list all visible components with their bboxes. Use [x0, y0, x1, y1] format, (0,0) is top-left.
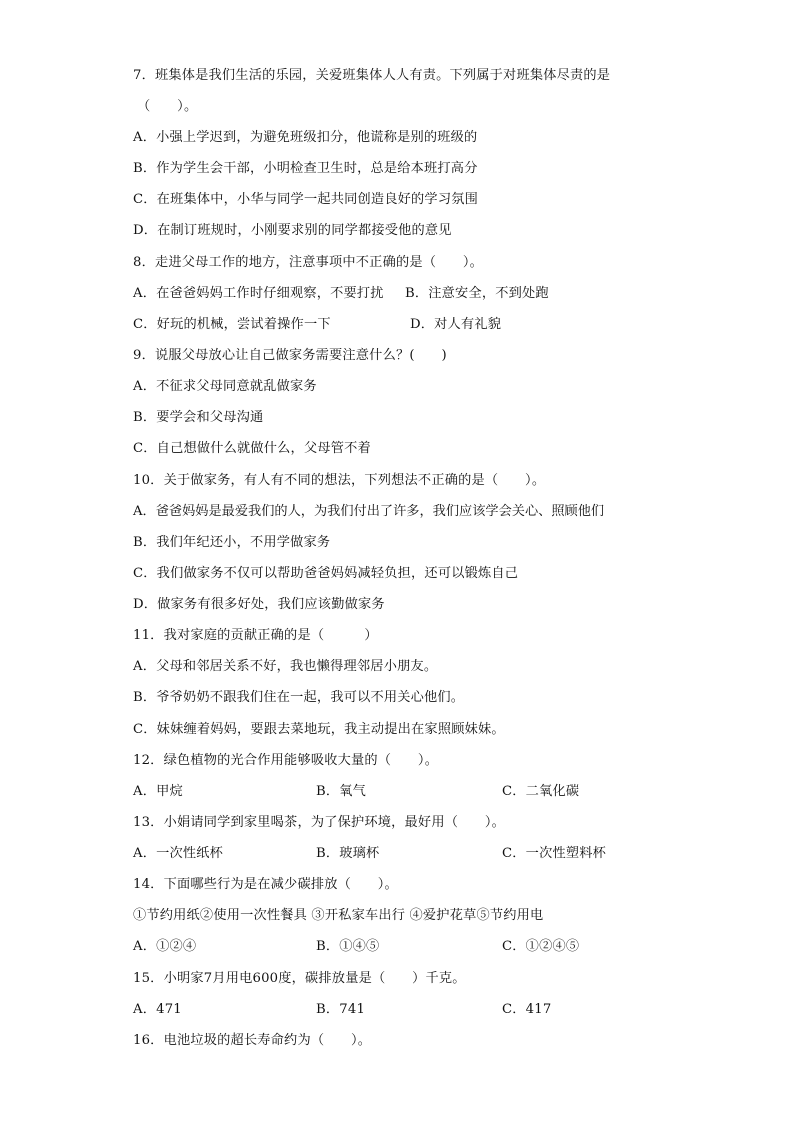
question-11-stem: 11．我对家庭的贡献正确的是（ ） — [133, 628, 378, 643]
question-14-option-c: C．①②④⑤ — [502, 939, 580, 954]
question-8-stem: 8．走进父母工作的地方，注意事项中不正确的是（ ）。 — [133, 255, 484, 270]
question-9-option-b: B．要学会和父母沟通 — [133, 410, 264, 425]
question-8-option-c: C．好玩的机械，尝试着操作一下 — [133, 317, 331, 332]
question-13-option-c: C．一次性塑料杯 — [502, 846, 607, 861]
question-11-option-c: C．妹妹缠着妈妈，要跟去菜地玩，我主动提出在家照顾妹妹。 — [133, 722, 505, 737]
question-7-option-b: B．作为学生会干部，小明检查卫生时，总是给本班打高分 — [133, 161, 478, 176]
question-10-option-a: A．爸爸妈妈是最爱我们的人，为我们付出了许多，我们应该学会关心、照顾他们 — [133, 504, 605, 519]
question-12-option-a: A．甲烷 — [133, 784, 183, 799]
question-12-option-b: B．氧气 — [316, 784, 367, 799]
question-14-options — [133, 938, 693, 956]
question-15-option-b: B．741 — [316, 1002, 366, 1017]
question-13-options — [133, 845, 693, 863]
question-15-option-a: A．471 — [133, 1002, 182, 1017]
question-7-option-a: A．小强上学迟到，为避免班级扣分，他谎称是别的班级的 — [133, 130, 478, 145]
question-15-stem: 15．小明家7月用电600度，碳排放量是（ ）千克。 — [133, 971, 466, 986]
question-14-stem: 14．下面哪些行为是在减少碳排放（ ）。 — [133, 877, 398, 892]
question-15-options — [133, 1001, 693, 1019]
question-13-stem: 13．小娟请同学到家里喝茶，为了保护环境，最好用（ ）。 — [133, 815, 506, 830]
question-8-option-d: D．对人有礼貌 — [410, 317, 502, 332]
question-11-option-a: A．父母和邻居关系不好，我也懒得理邻居小朋友。 — [133, 659, 438, 674]
question-8-row-1 — [133, 285, 693, 303]
question-12-options — [133, 783, 693, 801]
question-13-option-b: B．玻璃杯 — [316, 846, 380, 861]
question-9-stem: 9．说服父母放心让自己做家务需要注意什么？( ) — [133, 348, 447, 363]
question-10-stem: 10．关于做家务，有人有不同的想法，下列想法不正确的是（ ）。 — [133, 473, 546, 488]
question-13-option-a: A．一次性纸杯 — [133, 846, 224, 861]
question-10-option-b: B．我们年纪还小，不用学做家务 — [133, 535, 331, 550]
question-12-option-c: C．二氧化碳 — [502, 784, 580, 799]
question-7-stem: 7．班集体是我们生活的乐园，关爱班集体人人有责。下列属于对班集体尽责的是 — [133, 68, 611, 83]
question-15-option-c: C．417 — [502, 1002, 552, 1017]
question-8-option-a: A．在爸爸妈妈工作时仔细观察，不要打扰 — [133, 286, 384, 301]
question-10-option-d: D．做家务有很多好处，我们应该勤做家务 — [133, 597, 385, 612]
question-16-stem: 16．电池垃圾的超长寿命约为（ ）。 — [133, 1033, 372, 1048]
question-12-stem: 12．绿色植物的光合作用能够吸收大量的（ ）。 — [133, 753, 439, 768]
question-8-row-2 — [133, 316, 693, 334]
question-11-option-b: B．爷爷奶奶不跟我们住在一起，我可以不用关心他们。 — [133, 690, 465, 705]
question-14-option-b: B．①④⑤ — [316, 939, 380, 954]
question-14-items: ①节约用纸②使用一次性餐具 ③开私家车出行 ④爱护花草⑤节约用电 — [133, 908, 544, 923]
question-14-option-a: A．①②④ — [133, 939, 197, 954]
question-9-option-c: C．自己想做什么就做什么，父母管不着 — [133, 441, 371, 456]
question-8-option-b: B．注意安全，不到处跑 — [405, 286, 549, 301]
question-7-option-d: D．在制订班规时，小刚要求别的同学都接受他的意见 — [133, 223, 452, 238]
question-7-option-c: C．在班集体中，小华与同学一起共同创造良好的学习氛围 — [133, 192, 478, 207]
question-9-option-a: A．不征求父母同意就乱做家务 — [133, 379, 317, 394]
question-10-option-c: C．我们做家务不仅可以帮助爸爸妈妈减轻负担，还可以锻炼自己 — [133, 566, 519, 581]
question-7-blank: （ ）。 — [137, 99, 198, 114]
